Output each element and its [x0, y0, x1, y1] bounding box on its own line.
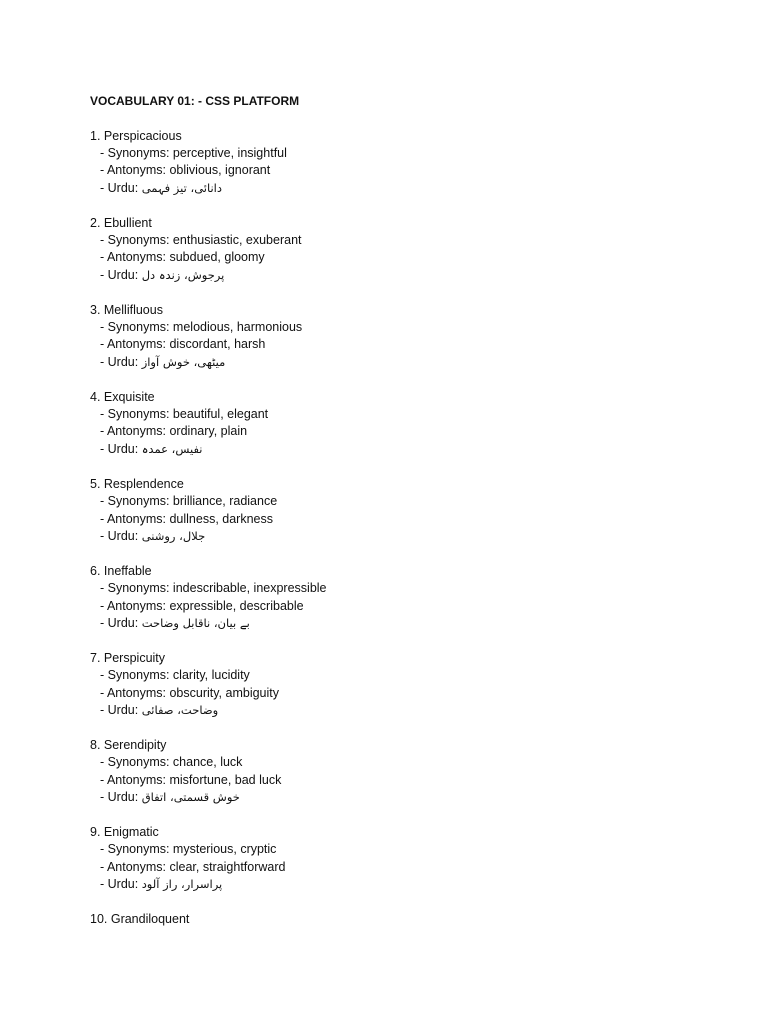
- antonyms-line: - Antonyms: dullness, darkness: [100, 511, 273, 526]
- document-title: VOCABULARY 01: - CSS PLATFORM: [90, 94, 300, 108]
- synonyms-line: - Synonyms: mysterious, cryptic: [100, 842, 277, 857]
- urdu-line: [90, 876, 690, 893]
- urdu-label: - Urdu:: [100, 703, 139, 718]
- vocab-entry-1: [90, 128, 690, 198]
- entry-heading: 4. Exquisite: [90, 389, 155, 404]
- urdu-value: پراسرار، راز آلود: [141, 877, 223, 892]
- antonyms-line: - Antonyms: ordinary, plain: [100, 424, 248, 439]
- urdu-label: - Urdu:: [100, 441, 139, 456]
- urdu-label: - Urdu:: [100, 615, 139, 630]
- entry-heading: 6. Ineffable: [90, 563, 152, 578]
- urdu-value: دانائی، تیز فہمی: [141, 180, 223, 195]
- entry-heading: 5. Resplendence: [90, 476, 184, 491]
- urdu-line: [90, 180, 690, 197]
- entry-heading: 8. Serendipity: [90, 737, 167, 752]
- antonyms-line: - Antonyms: obscurity, ambiguity: [100, 685, 280, 700]
- urdu-value: خوش قسمتی، اتفاق: [141, 790, 240, 805]
- synonyms-line: - Synonyms: indescribable, inexpressible: [100, 581, 327, 596]
- synonyms-line: - Synonyms: beautiful, elegant: [100, 407, 269, 422]
- document-content: [90, 93, 690, 946]
- urdu-line: [90, 789, 690, 806]
- entry-heading: 1. Perspicacious: [90, 128, 182, 143]
- urdu-label: - Urdu:: [100, 180, 139, 195]
- synonyms-line: - Synonyms: brilliance, radiance: [100, 494, 278, 509]
- antonyms-line: - Antonyms: discordant, harsh: [100, 337, 266, 352]
- urdu-line: [90, 702, 690, 719]
- urdu-value: وضاحت، صفائی: [141, 703, 219, 718]
- urdu-label: - Urdu:: [100, 354, 139, 369]
- synonyms-line: - Synonyms: melodious, harmonious: [100, 320, 303, 335]
- antonyms-line: - Antonyms: expressible, describable: [100, 598, 304, 613]
- urdu-label: - Urdu:: [100, 877, 139, 892]
- vocab-entry-2: [90, 215, 690, 285]
- entry-heading: 10. Grandiloquent: [90, 912, 190, 927]
- entry-heading: 3. Mellifluous: [90, 302, 163, 317]
- entry-heading: 7. Perspicuity: [90, 650, 166, 665]
- vocab-entry-9: [90, 824, 690, 894]
- urdu-value: میٹھی، خوش آواز: [141, 354, 226, 369]
- urdu-line: [90, 528, 690, 545]
- vocab-entry-10: [90, 911, 690, 928]
- urdu-line: [90, 267, 690, 284]
- antonyms-line: - Antonyms: oblivious, ignorant: [100, 163, 271, 178]
- urdu-line: [90, 615, 690, 632]
- urdu-value: جلال، روشنی: [141, 528, 206, 543]
- synonyms-line: - Synonyms: enthusiastic, exuberant: [100, 232, 302, 247]
- urdu-value: نفیس، عمدہ: [141, 441, 203, 456]
- vocab-entry-5: [90, 476, 690, 546]
- entry-heading: 9. Enigmatic: [90, 825, 159, 839]
- urdu-line: [90, 354, 690, 371]
- urdu-line: [90, 441, 690, 458]
- antonyms-line: - Antonyms: misfortune, bad luck: [100, 772, 282, 787]
- antonyms-line: - Antonyms: subdued, gloomy: [100, 250, 265, 265]
- urdu-label: - Urdu:: [100, 267, 139, 282]
- synonyms-line: - Synonyms: chance, luck: [100, 755, 243, 770]
- entry-heading: 2. Ebullient: [90, 215, 152, 230]
- urdu-label: - Urdu:: [100, 528, 139, 543]
- urdu-value: بے بیان، ناقابل وضاحت: [141, 615, 250, 630]
- urdu-label: - Urdu:: [100, 790, 139, 805]
- vocab-entry-4: [90, 389, 690, 459]
- vocab-entry-3: [90, 302, 690, 372]
- synonyms-line: - Synonyms: clarity, lucidity: [100, 668, 250, 683]
- vocab-entry-7: [90, 650, 690, 720]
- vocab-entry-6: [90, 563, 690, 633]
- urdu-value: پرجوش، زندہ دل: [141, 267, 225, 282]
- synonyms-line: - Synonyms: perceptive, insightful: [100, 145, 287, 160]
- vocab-entry-8: [90, 737, 690, 807]
- antonyms-line: - Antonyms: clear, straightforward: [100, 859, 286, 874]
